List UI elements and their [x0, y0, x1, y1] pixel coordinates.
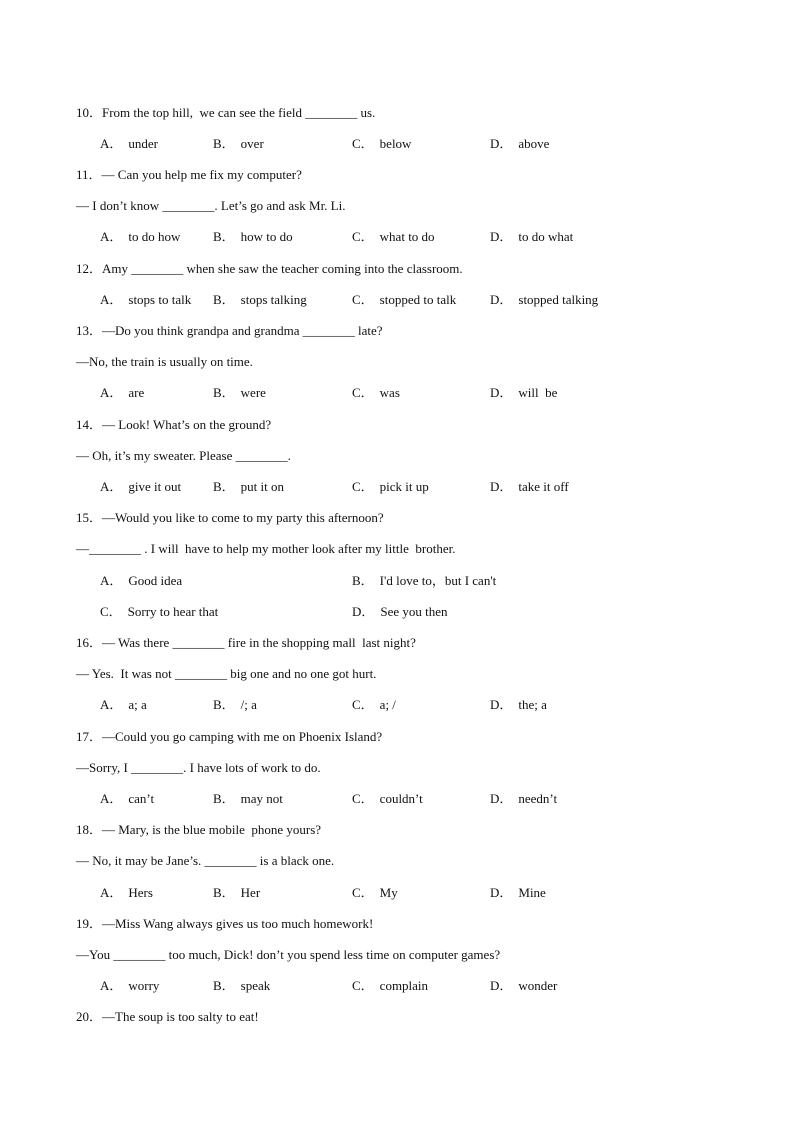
question-15-stem: 15．—Would you like to come to my party this afternoon? — [76, 510, 384, 525]
option-a[interactable]: A． are — [100, 385, 145, 400]
option-b[interactable]: B． how to do — [213, 229, 293, 244]
question-19-reply: —You ________ too much, Dick! don’t you spend less time on computer games? — [76, 947, 501, 962]
option-b[interactable]: B． put it on — [213, 479, 285, 494]
option-a[interactable]: A． worry — [100, 978, 160, 993]
option-c[interactable]: C． pick it up — [352, 479, 429, 494]
option-c[interactable]: C． couldn’t — [352, 791, 423, 806]
question-14-reply: — Oh, it’s my sweater. Please ________. — [76, 448, 291, 463]
option-c[interactable]: C． My — [352, 885, 398, 900]
question-19-stem: 19．—Miss Wang always gives us too much homework! — [76, 916, 374, 931]
question-17-stem: 17．—Could you go camping with me on Phoenix Island? — [76, 729, 383, 744]
question-11-stem: 11．— Can you help me fix my computer? — [76, 167, 302, 182]
question-13-stem: 13．—Do you think grandpa and grandma ________ late? — [76, 323, 383, 338]
question-15-reply: —________ . I will have to help my mother look after my little brother. — [76, 541, 456, 556]
question-12-stem: 12．Amy ________ when she saw the teacher coming into the classroom. — [76, 261, 463, 276]
option-c[interactable]: C． complain — [352, 978, 429, 993]
option-b[interactable]: B． speak — [213, 978, 271, 993]
option-c[interactable]: C． a; / — [352, 697, 396, 712]
option-b[interactable]: B． Her — [213, 885, 261, 900]
option-a[interactable]: A． stops to talk — [100, 292, 192, 307]
option-b[interactable]: B． over — [213, 136, 264, 151]
option-d[interactable]: D． stopped talking — [490, 292, 599, 307]
option-d[interactable]: D． wonder — [490, 978, 558, 993]
option-c[interactable]: C． what to do — [352, 229, 435, 244]
question-13-reply: —No, the train is usually on time. — [76, 354, 253, 369]
option-d[interactable]: D． See you then — [352, 604, 448, 619]
option-d[interactable]: D． take it off — [490, 479, 569, 494]
question-18-reply: — No, it may be Jane’s. ________ is a black one. — [76, 853, 335, 868]
option-d[interactable]: D． the; a — [490, 697, 547, 712]
option-b[interactable]: B． stops talking — [213, 292, 307, 307]
option-a[interactable]: A． give it out — [100, 479, 182, 494]
option-a[interactable]: A． can’t — [100, 791, 155, 806]
option-d[interactable]: D． to do what — [490, 229, 574, 244]
option-a[interactable]: A． Good idea — [100, 573, 183, 588]
option-a[interactable]: A． to do how — [100, 229, 181, 244]
option-b[interactable]: B． were — [213, 385, 266, 400]
option-c[interactable]: C． Sorry to hear that — [100, 604, 219, 619]
question-18-stem: 18．— Mary, is the blue mobile phone yours? — [76, 822, 322, 837]
question-17-reply: —Sorry, I ________. I have lots of work to do. — [76, 760, 321, 775]
option-b[interactable]: B． I'd love to，but I can't — [352, 573, 497, 588]
question-20-stem: 20．—The soup is too salty to eat! — [76, 1009, 259, 1024]
question-14-stem: 14．— Look! What’s on the ground? — [76, 417, 272, 432]
option-d[interactable]: D． Mine — [490, 885, 546, 900]
option-c[interactable]: C． was — [352, 385, 400, 400]
question-16-stem: 16．— Was there ________ fire in the shopping mall last night? — [76, 635, 416, 650]
option-d[interactable]: D． above — [490, 136, 550, 151]
question-11-reply: — I don’t know ________. Let’s go and ask Mr. Li. — [76, 198, 346, 213]
option-a[interactable]: A． a; a — [100, 697, 147, 712]
option-a[interactable]: A． under — [100, 136, 158, 151]
option-c[interactable]: C． stopped to talk — [352, 292, 457, 307]
question-10-stem: 10．From the top hill, we can see the field ________ us. — [76, 105, 376, 120]
option-d[interactable]: D． needn’t — [490, 791, 558, 806]
question-16-reply: — Yes. It was not ________ big one and no one got hurt. — [76, 666, 377, 681]
option-c[interactable]: C． below — [352, 136, 412, 151]
option-b[interactable]: B． /; a — [213, 697, 257, 712]
option-d[interactable]: D． will be — [490, 385, 558, 400]
option-b[interactable]: B． may not — [213, 791, 283, 806]
option-a[interactable]: A． Hers — [100, 885, 153, 900]
